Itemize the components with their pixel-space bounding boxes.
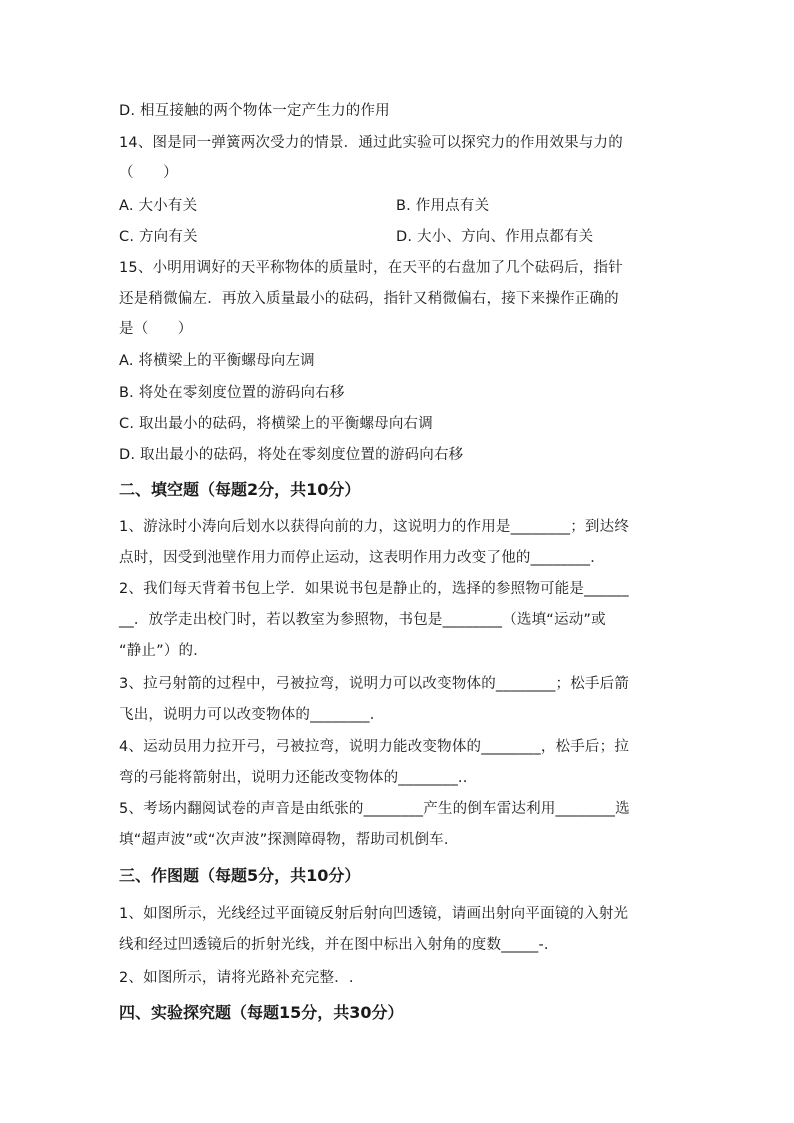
fill-question-5-line2: 填“超声波”或“次声波”探测障碍物，帮助司机倒车． — [119, 832, 459, 848]
question-14-stem-line2: （ ） — [119, 165, 178, 181]
fill-question-4-line1: 4、运动员用力拉开弓，弓被拉弯，说明力能改变物体的________，松手后；拉 — [119, 739, 630, 755]
drawing-question-1-line2: 线和经过凹透镜后的折射光线，并在图中标出入射角的度数_____-. — [119, 937, 549, 953]
question-14-option-a: A. 大小有关 — [119, 198, 198, 214]
fill-question-2-line2: __．放学走出校门时，若以教室为参照物，书包是________（选填“运动”或 — [119, 612, 606, 628]
question-14-option-c: C. 方向有关 — [119, 229, 198, 245]
drawing-question-2-line1: 2、如图所示，请将光路补充完整．. — [119, 970, 354, 986]
section-3-heading: 三、作图题（每题5分，共10分） — [119, 866, 361, 885]
fill-question-2-line1: 2、我们每天背着书包上学．如果说书包是静止的，选择的参照物可能是______ — [119, 581, 629, 597]
question-15-option-a: A. 将横梁上的平衡螺母向左调 — [119, 353, 315, 369]
question-15-stem-line2: 还是稍微偏左．再放入质量最小的砝码，指针又稍微偏右，接下来操作正确的 — [119, 291, 619, 307]
section-2-heading: 二、填空题（每题2分，共10分） — [119, 480, 361, 499]
question-13-option-d: D. 相互接触的两个物体一定产生力的作用 — [119, 103, 390, 119]
question-14-stem-line1: 14、图是同一弹簧两次受力的情景．通过此实验可以探究力的作用效果与力的 — [119, 135, 623, 151]
question-15-stem-line3: 是（ ） — [119, 321, 193, 337]
fill-question-2-line3: “静止”）的． — [119, 643, 208, 659]
question-14-option-d: D. 大小、方向、作用点都有关 — [396, 229, 594, 245]
question-15-option-c: C. 取出最小的砝码，将横梁上的平衡螺母向右调 — [119, 416, 433, 432]
question-15-option-d: D. 取出最小的砝码，将处在零刻度位置的游码向右移 — [119, 447, 464, 463]
question-15-stem-line1: 15、小明用调好的天平称物体的质量时，在天平的右盘加了几个砝码后，指针 — [119, 260, 623, 276]
question-14-option-b: B. 作用点有关 — [396, 198, 490, 214]
fill-question-1-line1: 1、游泳时小涛向后划水以获得向前的力，这说明力的作用是________；到达终 — [119, 519, 630, 535]
section-4-heading: 四、实验探究题（每题15分，共30分） — [119, 1003, 404, 1022]
fill-question-5-line1: 5、考场内翻阅试卷的声音是由纸张的________产生的倒车雷达利用________选 — [119, 801, 630, 817]
fill-question-1-line2: 点时，因受到池壁作用力而停止运动，这表明作用力改变了他的________． — [119, 550, 605, 566]
question-15-option-b: B. 将处在零刻度位置的游码向右移 — [119, 385, 345, 401]
fill-question-3-line2: 飞出，说明力可以改变物体的________． — [119, 707, 385, 723]
fill-question-3-line1: 3、拉弓射箭的过程中，弓被拉弯，说明力可以改变物体的________；松手后箭 — [119, 676, 630, 692]
drawing-question-1-line1: 1、如图所示，光线经过平面镜反射后射向凹透镜，请画出射向平面镜的入射光 — [119, 906, 629, 922]
fill-question-4-line2: 弯的弓能将箭射出，说明力还能改变物体的________.. — [119, 770, 468, 786]
